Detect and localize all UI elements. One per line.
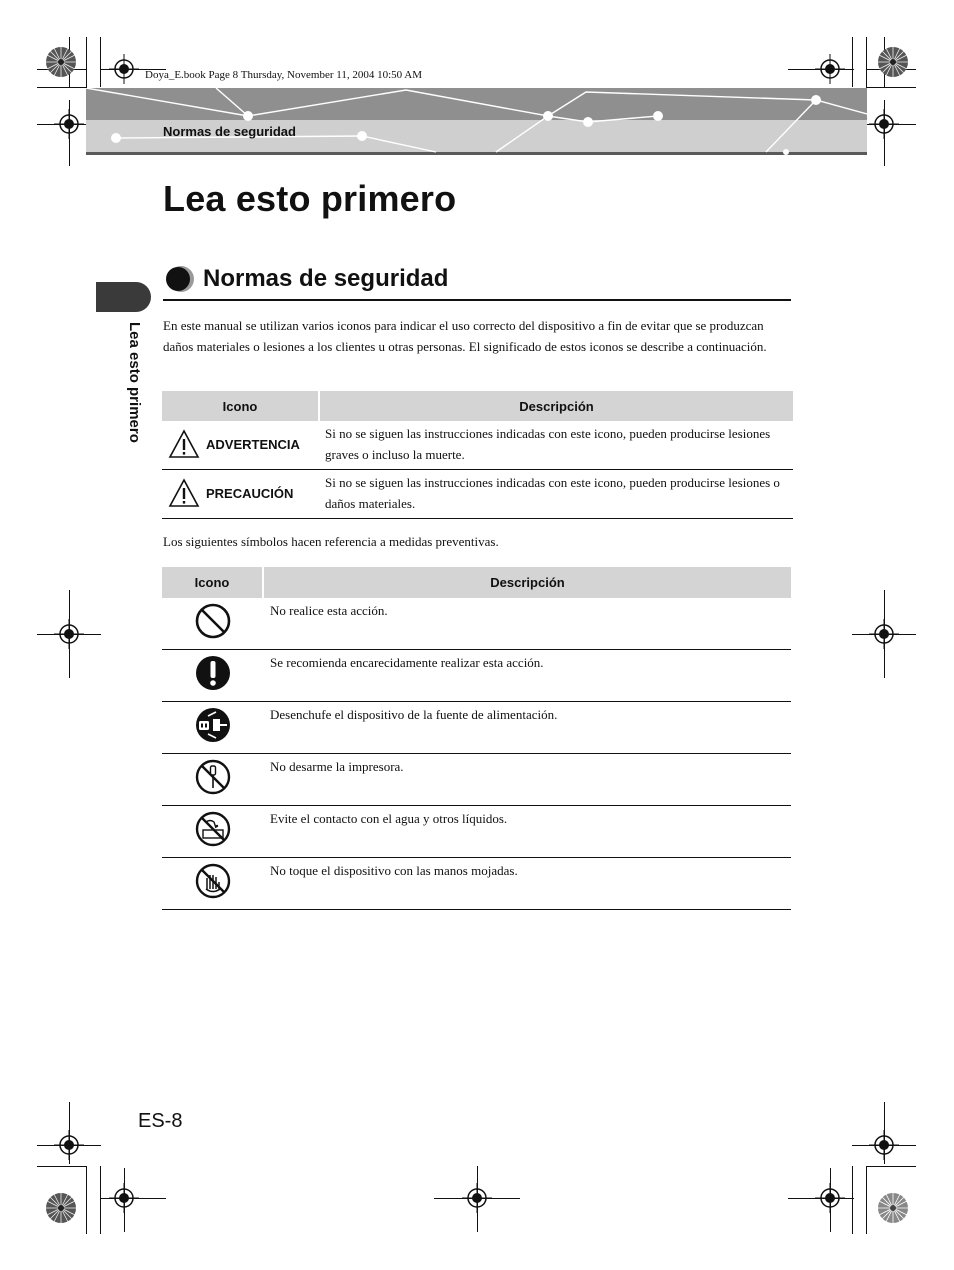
no-disassembly-icon <box>194 758 232 796</box>
table-row <box>162 421 793 470</box>
running-header: Normas de seguridad <box>163 124 296 139</box>
warning-triangle-icon <box>168 429 200 459</box>
signal-word-label: ADVERTENCIA <box>206 436 300 452</box>
column-header-icon: Icono <box>162 567 263 598</box>
column-header-icon: Icono <box>162 391 319 421</box>
column-header-description: Descripción <box>263 567 791 598</box>
section-bullet-icon <box>164 265 196 293</box>
side-tab-marker <box>96 282 151 312</box>
table-row <box>162 858 791 910</box>
warnings-table <box>162 391 793 519</box>
table-row <box>162 598 791 650</box>
description-cell: No desarme la impresora. <box>263 754 791 806</box>
description-cell: No toque el dispositivo con las manos mojadas. <box>263 858 791 910</box>
registration-mark-icon <box>869 619 899 649</box>
registration-mark-icon <box>109 54 139 84</box>
registration-mark-icon <box>54 1130 84 1160</box>
registration-mark-icon <box>54 109 84 139</box>
warning-triangle-icon <box>168 478 200 508</box>
symbols-table <box>162 567 791 910</box>
prohibited-icon <box>194 602 232 640</box>
color-rosette-icon <box>44 45 78 79</box>
registration-mark-icon <box>54 619 84 649</box>
print-imprint: Doya_E.book Page 8 Thursday, November 11, 2004 10:50 AM <box>145 69 423 81</box>
table-row <box>162 650 791 702</box>
color-rosette-icon <box>44 1191 78 1225</box>
intro-paragraph: En este manual se utilizan varios iconos para indicar el uso correcto del dispositivo a fin de evitar que se produzcan daños materiales o lesiones a los clientes u otras personas. El significado de estos iconos se describe a continuación. <box>163 318 767 354</box>
registration-mark-icon <box>109 1183 139 1213</box>
registration-mark-icon <box>462 1183 492 1213</box>
description-cell: Si no se siguen las instrucciones indicadas con este icono, pueden producirse lesiones o daños materiales. <box>319 470 793 519</box>
no-wet-hands-icon <box>194 862 232 900</box>
description-cell: Desenchufe el dispositivo de la fuente de alimentación. <box>263 702 791 754</box>
page-number: ES-8 <box>138 1110 183 1132</box>
registration-mark-icon <box>815 1183 845 1213</box>
mandatory-exclamation-icon <box>194 654 232 692</box>
section-title: Normas de seguridad <box>203 265 449 292</box>
description-cell: No realice esta acción. <box>263 598 791 650</box>
table-row <box>162 470 793 519</box>
header-band <box>86 88 867 155</box>
table-row <box>162 754 791 806</box>
description-cell: Se recomienda encarecidamente realizar esta acción. <box>263 650 791 702</box>
side-tab-label: Lea esto primero <box>126 322 143 443</box>
section-rule <box>163 299 791 301</box>
color-rosette-icon <box>876 45 910 79</box>
registration-mark-icon <box>869 1130 899 1160</box>
symbols-intro-text: Los siguientes símbolos hacen referencia a medidas preventivas. <box>163 534 499 549</box>
no-liquids-icon <box>194 810 232 848</box>
registration-mark-icon <box>815 54 845 84</box>
signal-word-label: PRECAUCIÓN <box>206 485 294 501</box>
description-cell: Evite el contacto con el agua y otros líquidos. <box>263 806 791 858</box>
registration-mark-icon <box>869 109 899 139</box>
page-title: Lea esto primero <box>163 178 457 219</box>
table-row <box>162 702 791 754</box>
unplug-icon <box>194 706 232 744</box>
description-cell: Si no se siguen las instrucciones indicadas con este icono, pueden producirse lesiones graves o incluso la muerte. <box>319 421 793 470</box>
color-rosette-icon <box>876 1191 910 1225</box>
column-header-description: Descripción <box>319 391 793 421</box>
table-row <box>162 806 791 858</box>
